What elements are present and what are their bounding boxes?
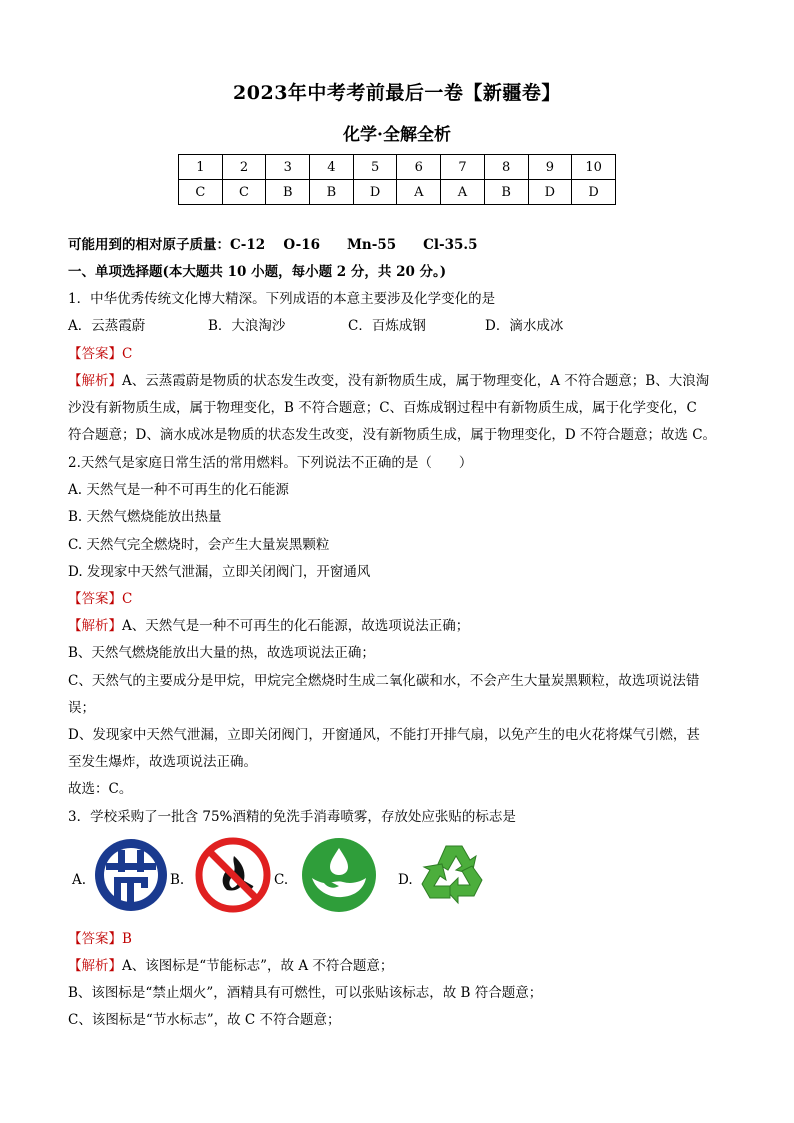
q2-analysis-line: D、发现家中天然气泄漏，立即关闭阀门，开窗通风，不能打开排气扇，以免产生的电火花将煤气引燃，甚 <box>68 727 700 743</box>
q1-analysis-text: A、云蒸霞蔚是物质的状态发生改变，没有新物质生成，属于物理变化，A 不符合题意；B、大浪淘 <box>122 373 710 389</box>
question-number: 4 <box>310 155 354 180</box>
q1-option-b: B．大浪淘沙 <box>208 318 286 334</box>
q2-answer: 【答案】C <box>68 591 133 607</box>
q1-option-d: D．滴水成冰 <box>485 318 564 334</box>
q1-option-c: C．百炼成钢 <box>348 318 426 334</box>
q1-stem: 1．中华优秀传统文化博大精深。下列成语的本意主要涉及化学变化的是 <box>68 291 496 307</box>
q1-analysis-line: 符合题意；D、滴水成冰是物质的状态发生改变，没有新物质生成，属于物理变化，D 不符合题意；故选 C。 <box>68 427 717 443</box>
section-heading: 一、单项选择题(本大题共 10 小题，每小题 2 分，共 20 分。) <box>68 264 447 280</box>
q3-analysis-line: B、该图标是“禁止烟火”，酒精具有可燃性，可以张贴该标志，故 B 符合题意； <box>68 985 543 1001</box>
no-fire-icon <box>194 836 272 914</box>
q2-analysis-line: 至发生爆炸，故选项说法正确。 <box>68 754 257 770</box>
q2-analysis-line <box>68 617 728 635</box>
answer-cell: B <box>266 180 310 205</box>
answer-cell: D <box>353 180 397 205</box>
analysis-label: 【解析】 <box>68 958 122 974</box>
analysis-label: 【解析】 <box>68 618 122 634</box>
q1-analysis-line: 沙没有新物质生成，属于物理变化，B 不符合题意；C、百炼成钢过程中有新物质生成，属于化学变化，C <box>68 400 697 416</box>
answer-table <box>178 154 616 205</box>
q2-option-b: B. 天然气燃烧能放出热量 <box>68 509 222 525</box>
answer-cell: A <box>397 180 441 205</box>
q2-analysis-line: C、天然气的主要成分是甲烷，甲烷完全燃烧时生成二氧化碳和水，不会产生大量炭黑颗粒，故选项说法错 <box>68 673 700 689</box>
answer-cell: C <box>179 180 223 205</box>
q1-analysis-line <box>68 372 728 390</box>
q2-stem: 2.天然气是家庭日常生活的常用燃料。下列说法不正确的是（ ） <box>68 455 473 471</box>
q2-option-a: A. 天然气是一种不可再生的化石能源 <box>68 482 289 498</box>
answer-table-answer-row <box>179 180 616 205</box>
answer-cell: D <box>528 180 572 205</box>
answer-cell: B <box>310 180 354 205</box>
q3-option-a-label: A. <box>72 872 87 888</box>
q3-stem: 3．学校采购了一批含 75%酒精的免洗手消毒喷雾，存放处应张贴的标志是 <box>68 809 516 825</box>
q2-analysis-text: A、天然气是一种不可再生的化石能源，故选项说法正确； <box>122 618 470 634</box>
question-number: 9 <box>528 155 572 180</box>
q2-option-c: C. 天然气完全燃烧时，会产生大量炭黑颗粒 <box>68 537 330 553</box>
page-subtitle: 化学·全解全析 <box>343 125 451 145</box>
energy-saving-icon <box>92 836 170 914</box>
q1-answer: 【答案】C <box>68 346 133 362</box>
q2-option-d: D. 发现家中天然气泄漏，立即关闭阀门，开窗通风 <box>68 564 371 580</box>
question-number: 7 <box>441 155 485 180</box>
question-number: 3 <box>266 155 310 180</box>
q3-symbol-options <box>68 836 568 920</box>
q3-option-c-label: C. <box>274 872 289 888</box>
answer-table-number-row <box>179 155 616 180</box>
question-number: 1 <box>179 155 223 180</box>
question-number: 2 <box>222 155 266 180</box>
q2-analysis-line: 误； <box>68 700 95 716</box>
answer-cell: A <box>441 180 485 205</box>
answer-cell: C <box>222 180 266 205</box>
q1-option-a: A．云蒸霞蔚 <box>68 318 146 334</box>
q3-analysis-line: C、该图标是“节水标志”，故 C 不符合题意； <box>68 1012 341 1028</box>
question-number: 10 <box>572 155 616 180</box>
question-number: 6 <box>397 155 441 180</box>
atomic-mass-line: 可能用到的相对原子质量：C-12 O-16 Mn-55 Cl-35.5 <box>68 237 478 253</box>
q3-answer: 【答案】B <box>68 931 132 947</box>
q3-analysis-text: A、该图标是“节能标志”，故 A 不符合题意； <box>122 958 394 974</box>
question-number: 8 <box>484 155 528 180</box>
question-number: 5 <box>353 155 397 180</box>
answer-cell: B <box>484 180 528 205</box>
water-saving-icon <box>300 836 378 914</box>
q3-analysis-line <box>68 957 728 975</box>
q3-option-b-label: B. <box>170 872 185 888</box>
q3-option-d-label: D. <box>398 872 413 888</box>
q2-analysis-line: B、天然气燃烧能放出大量的热，故选项说法正确； <box>68 645 375 661</box>
recycle-icon <box>416 836 494 914</box>
answer-cell: D <box>572 180 616 205</box>
page-title: 2023年中考考前最后一卷【新疆卷】 <box>233 82 561 104</box>
analysis-label: 【解析】 <box>68 373 122 389</box>
q2-analysis-line: 故选：C。 <box>68 781 133 797</box>
